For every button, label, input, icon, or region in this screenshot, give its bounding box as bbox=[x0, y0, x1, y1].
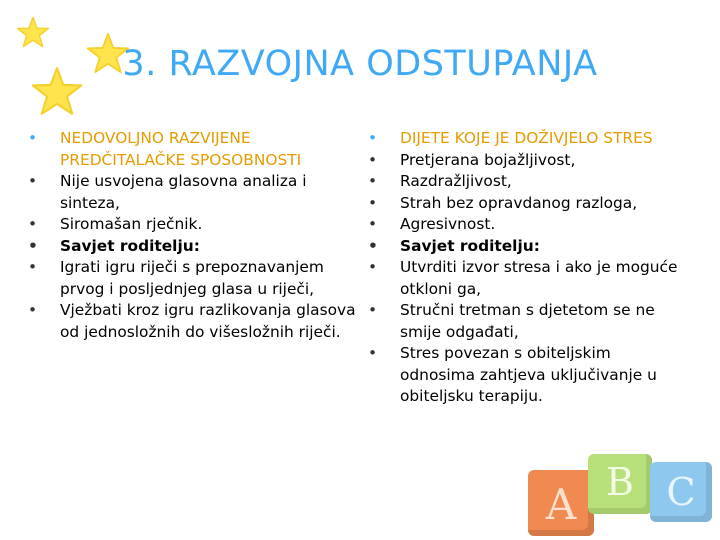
list-item: • Nije usvojena glasovna analiza i sinteza, bbox=[28, 172, 307, 212]
bullet-icon: • bbox=[368, 236, 378, 255]
list-item: • Stručni tretman s djetetom se ne smije odgađati, bbox=[368, 301, 655, 341]
bullet-icon: • bbox=[368, 215, 378, 233]
bullet-icon: • bbox=[368, 301, 378, 319]
bullet-icon: • bbox=[368, 258, 378, 276]
bullet-icon: • bbox=[28, 129, 38, 147]
bullet-icon: • bbox=[28, 215, 38, 233]
list-item: • Savjet roditelju: bbox=[28, 236, 358, 258]
block-c-letter: C bbox=[666, 470, 696, 514]
bullet-icon: • bbox=[28, 258, 38, 276]
list-item: • Vježbati kroz igru razlikovanja glasova od jednosložnih do višesložnih riječi. bbox=[28, 301, 356, 341]
list-item: • Strah bez opravdanog razloga, bbox=[368, 193, 678, 215]
slide-title: 3. RAZVOJNA ODSTUPANJA bbox=[122, 44, 598, 84]
block-b-letter: B bbox=[606, 460, 634, 504]
bullet-icon: • bbox=[368, 150, 378, 169]
block-c bbox=[650, 462, 712, 522]
list-item: • Savjet roditelju: bbox=[368, 236, 678, 258]
list-item: • DIJETE KOJE JE DOŽIVJELO STRES bbox=[368, 128, 678, 150]
bullet-icon: • bbox=[368, 193, 378, 212]
block-a bbox=[528, 470, 594, 536]
bullet-icon: • bbox=[368, 129, 378, 147]
list-item: • Siromašan rječnik. bbox=[28, 214, 358, 236]
list-item: • Pretjerana bojažljivost, bbox=[368, 150, 678, 172]
block-a-letter: A bbox=[545, 480, 577, 529]
block-b bbox=[588, 454, 652, 514]
left-column bbox=[28, 128, 358, 343]
bullet-icon: • bbox=[368, 172, 378, 190]
list-item: • Agresivnost. bbox=[368, 214, 678, 236]
list-item: • Stres povezan s obiteljskim odnosima zahtjeva uključivanje u obiteljsku terapiju. bbox=[368, 344, 657, 405]
abc-blocks bbox=[512, 448, 720, 540]
list-item: • Razdražljivost, bbox=[368, 171, 678, 193]
list-item: • NEDOVOLJNO RAZVIJENE PREDČITALAČKE SPOSOBNOSTI bbox=[28, 129, 302, 169]
list-item: • Utvrditi izvor stresa i ako je moguće otkloni ga, bbox=[368, 258, 678, 298]
right-bullet-list bbox=[368, 128, 678, 408]
bullet-icon: • bbox=[28, 172, 38, 190]
bullet-icon: • bbox=[28, 236, 38, 255]
bullet-icon: • bbox=[28, 301, 38, 319]
left-bullet-list bbox=[28, 128, 358, 343]
bullet-icon: • bbox=[368, 344, 378, 362]
right-column bbox=[368, 128, 678, 408]
list-item: • Igrati igru riječi s prepoznavanjem prvog i posljednjeg glasa u riječi, bbox=[28, 258, 324, 298]
